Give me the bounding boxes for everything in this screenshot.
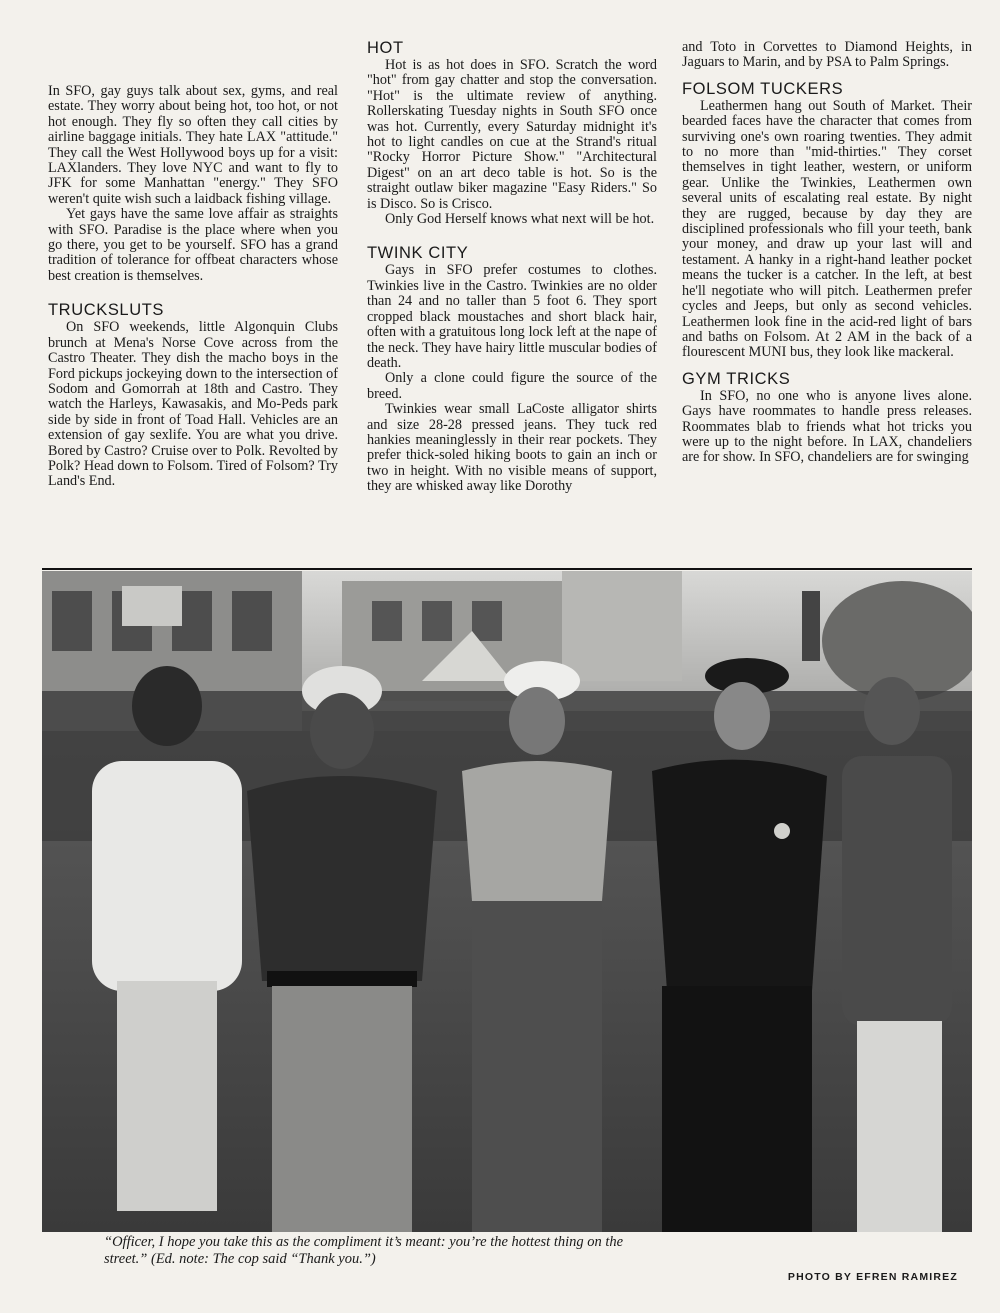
photo-credit: PHOTO BY EFREN RAMIREZ [787, 1271, 958, 1283]
intro-paragraph-1: In SFO, gay guys talk about sex, gyms, and real estate. They worry about being hot, too hot, or not hot enough. They fly so often they call cities by airline baggage initials. They hate LAX "attitude." They call the West Hollywood boys up for a visit: LAXlanders. They love NYC and want to fly to JFK for some Manhattan "energy." They SFO weren't quite wish such a laidback fishing village. [48, 83, 338, 207]
gym-paragraph-1: In SFO, no one who is anyone lives alone. Gays have roommates to handle press releases. Roommates blab to friends what hot tricks you were up to the night before. In LAX, chandeliers are for show. In SFO, chandeliers are for swinging [682, 387, 972, 466]
hot-paragraph-1: Hot is as hot does in SFO. Scratch the word "hot" from gay chatter and stop the conversation. "Hot" is the ultimate review of anything. Rollerskating Tuesday nights in South SFO once was hot. Currently, every Saturday midnight it's hot to light candles on cue at the Strand's ritual "Rocky Horror Picture Show." "Architectural Digest" on an art deco table is hot. So is the straight outlaw biker magazine "Easy Riders." So is Disco. So is Crisco. [367, 57, 657, 212]
heading-truckssluts: TRUCKSLUTS [48, 301, 165, 320]
street-photo [42, 571, 972, 1232]
photo-top-rule [42, 568, 972, 570]
column-2 [367, 40, 657, 495]
heading-folsom-tuckers: FOLSOM TUCKERS [682, 79, 844, 98]
hot-paragraph-2: Only God Herself knows what next will be hot. [385, 211, 655, 228]
intro-paragraph-2: Yet gays have the same love affair as straights with SFO. Paradise is the place where when you go there, you get to be yourself. SFO has a grand tradition of tolerance for offbeat characters whose best creation is themselves. [48, 206, 338, 284]
column-3 [682, 40, 972, 466]
twink-paragraph-3: Twinkies wear small LaCoste alligator shirts and size 28-28 pressed jeans. They tuck red hankies meaninglessly in their rear pockets. They prefer thick-soled hiking boots to gain an inch or two in height. With no visible means of support, they are whisked away like Dorothy [367, 401, 657, 495]
truckssluts-paragraph-1: On SFO weekends, little Algonquin Clubs brunch at Mena's Norse Cove across from the Castro Theater. They dish the macho boys in the Ford pickups jockeying down to the intersection of Sodom and Gomorrah at 18th and Castro. They watch the Harleys, Kawasakis, and Mo-Peds park side by side in front of Toad Hall. Vehicles are an extension of gay sexlife. You are what you drive. Bored by Castro? Cruise over to Polk. Revolted by Polk? Head down to Folsom. Tired of Folsom? Try Land's End. [48, 319, 338, 490]
twink-paragraph-2: Only a clone could figure the source of the breed. [367, 370, 657, 402]
twink-paragraph-1: Gays in SFO prefer costumes to clothes. Twinkies live in the Castro. Twinkies are no older than 24 and no taller than 5 foot 6. They sport cropped black moustaches and short black hair, often with a gratuitous long lock left at the nape of the neck. They have hairy little muscular bodies of death. [367, 262, 657, 371]
folsom-paragraph-1: Leathermen hang out South of Market. Their bearded faces have the character that comes from surviving one's own roaring twenties. They admit to no more than "mid-thirties." They corset themselves in tight leather, western, or uniform gear. Unlike the Twinkies, Leathermen own several units of escalating real estate. By night they are rugged, because by day they are disciplined professionals who fill your teeth, bank your money, and draw up your last will and testament. A hanky in a right-hand leather pocket means the tucker is a catcher. In the left, at best he'll negotiate who will pitch. Leathermen prefer cycles and Jeeps, but only as second vehicles. Leathermen look fine in the acid-red light of bars and baths on Folsom. At 2 AM in the back of a flourescent MUNI bus, they look like mackeral. [682, 97, 972, 361]
photo-caption: “Officer, I hope you take this as the compliment it’s meant: you’re the hottest thing on the street.” (Ed. note: The cop said “Thank you.”) [104, 1234, 624, 1267]
heading-hot: HOT [367, 39, 404, 57]
column-1 [48, 84, 338, 490]
continuation-paragraph: and Toto in Corvettes to Diamond Heights, in Jaguars to Marin, and by PSA to Palm Springs. [682, 39, 972, 71]
street-photo-svg [42, 571, 972, 1232]
heading-gym-tricks: GYM TRICKS [682, 369, 791, 388]
heading-twink-city: TWINK CITY [367, 244, 469, 263]
